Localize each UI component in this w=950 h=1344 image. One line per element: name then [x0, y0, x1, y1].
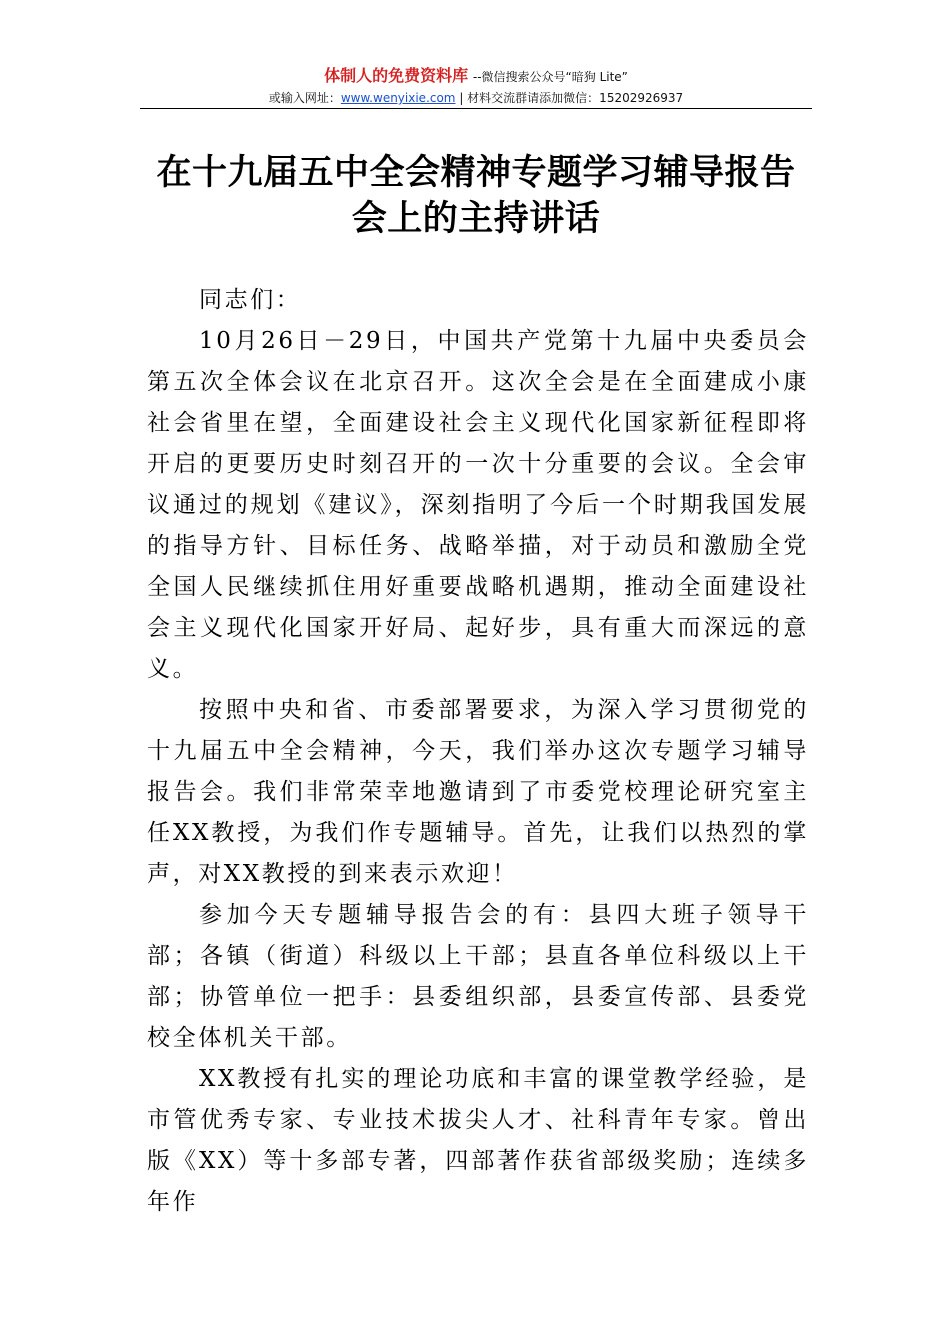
brand-name: 体制人的免费资料库 — [324, 66, 469, 85]
page-header — [140, 66, 812, 107]
document-body — [147, 280, 809, 1223]
paragraph: 10月26日－29日，中国共产党第十九届中央委员会第五次全体会议在北京召开。这次全会是在全面建成小康社会省里在望，全面建设社会主义现代化国家新征程即将开启的更要历史时刻召开的一次十分重要的会议。全会审议通过的规划《建议》，深刻指明了今后一个时期我国发展的指导方针、目标任务、战略举描，对于动员和激励全党全国人民继续抓住用好重要战略机遇期，推动全面建设社会主义现代化国家开好局、起好步，具有重大而深远的意义。 — [147, 328, 809, 682]
header-line-1 — [140, 66, 812, 87]
paragraph: 按照中央和省、市委部署要求，为深入学习贯彻党的十九届五中全会精神，今天，我们举办这次专题学习辅导报告会。我们非常荣幸地邀请到了市委党校理论研究室主任XX教授，为我们作专题辅导。首先，让我们以热烈的掌声，对XX教授的到来表示欢迎！ — [147, 697, 809, 887]
salutation: 同志们： — [199, 287, 302, 313]
contact-info: | 材料交流群请添加微信：15202926937 — [459, 91, 684, 105]
title-line-2: 会上的主持讲话 — [351, 198, 601, 239]
title-line-1: 在十九届五中全会精神专题学习辅导报告 — [156, 152, 796, 193]
url-prefix: 或输入网址： — [268, 91, 341, 105]
header-divider — [140, 108, 812, 109]
document-title — [140, 150, 812, 242]
paragraph: XX教授有扎实的理论功底和丰富的课堂教学经验，是市管优秀专家、专业技术拔尖人才、社科青年专家。曾出版《XX）等十多部专著，四部著作获省部级奖励；连续多年作 — [147, 1066, 809, 1215]
header-line-2 — [140, 89, 812, 107]
paragraph: 参加今天专题辅导报告会的有：县四大班子领导干部；各镇（街道）科级以上干部；县直各单位科级以上干部；协管单位一把手：县委组织部，县委宣传部、县委党校全体机关干部。 — [147, 902, 809, 1051]
website-link[interactable]: www.wenyixie.com — [340, 91, 456, 105]
header-slogan: --微信搜索公众号“暗狗 Lite” — [472, 70, 628, 84]
